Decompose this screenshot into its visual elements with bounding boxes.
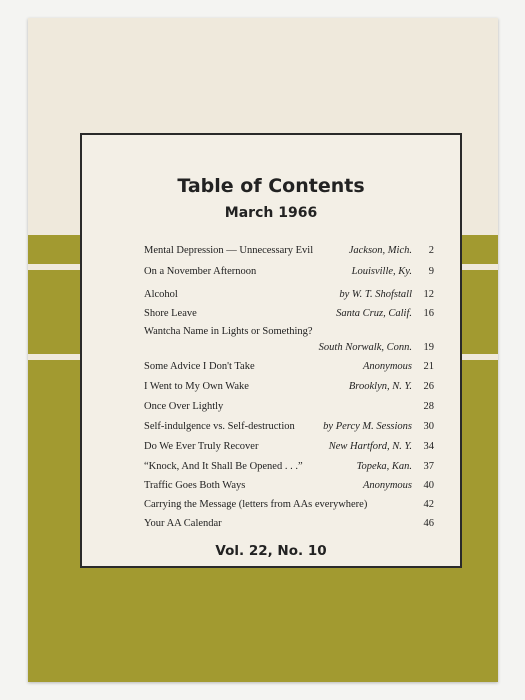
entry-title: Some Advice I Don't Take bbox=[144, 361, 255, 372]
entry-page: 21 bbox=[423, 361, 434, 372]
entry-author: South Norwalk, Conn. bbox=[318, 342, 412, 353]
contents-panel bbox=[84, 137, 458, 564]
entry-title: Self-indulgence vs. Self-destruction bbox=[144, 421, 295, 432]
entry-title: Alcohol bbox=[144, 289, 178, 300]
entry-page: 42 bbox=[423, 499, 434, 510]
toc-entry bbox=[144, 342, 434, 358]
toc-entry bbox=[144, 499, 434, 515]
entry-author: Anonymous bbox=[363, 361, 412, 372]
volume-number: Vol. 22, No. 10 bbox=[215, 543, 327, 559]
entry-author: New Hartford, N. Y. bbox=[328, 441, 412, 452]
entry-title: Carrying the Message (letters from AAs everywhere) bbox=[144, 499, 368, 510]
entry-page: 12 bbox=[423, 289, 434, 300]
toc-entry bbox=[144, 461, 434, 477]
entry-page: 2 bbox=[428, 245, 434, 256]
toc-entry bbox=[144, 361, 434, 377]
toc-entry bbox=[144, 441, 434, 457]
entry-title: Shore Leave bbox=[144, 308, 197, 319]
issue-date: March 1966 bbox=[224, 205, 318, 221]
entry-title: I Went to My Own Wake bbox=[144, 381, 249, 392]
entry-author: by W. T. Shofstall bbox=[339, 289, 412, 300]
entry-page: 40 bbox=[423, 480, 434, 491]
toc-entry bbox=[144, 326, 434, 342]
entry-page: 28 bbox=[423, 401, 434, 412]
entry-page: 26 bbox=[423, 381, 434, 392]
entry-title: Wantcha Name in Lights or Something? bbox=[144, 326, 313, 337]
page-title: Table of Contents bbox=[177, 175, 365, 197]
entry-page: 46 bbox=[423, 518, 434, 529]
toc-entry bbox=[144, 266, 434, 282]
entry-title: “Knock, And It Shall Be Opened . . .” bbox=[144, 461, 303, 472]
entry-title: Do We Ever Truly Recover bbox=[144, 441, 259, 452]
entry-author: Topeka, Kan. bbox=[356, 461, 412, 472]
entry-page: 34 bbox=[423, 441, 434, 452]
entry-page: 19 bbox=[423, 342, 434, 353]
entry-page: 30 bbox=[423, 421, 434, 432]
toc-entry bbox=[144, 308, 434, 324]
entry-title: On a November Afternoon bbox=[144, 266, 257, 277]
entry-page: 9 bbox=[428, 266, 434, 277]
entry-author: Jackson, Mich. bbox=[348, 245, 412, 256]
toc-entry bbox=[144, 518, 434, 534]
toc-entry bbox=[144, 289, 434, 305]
entry-page: 16 bbox=[423, 308, 434, 319]
entry-title: Your AA Calendar bbox=[144, 518, 222, 529]
entry-author: Louisville, Ky. bbox=[351, 266, 412, 277]
entry-page: 37 bbox=[423, 461, 434, 472]
toc-entry bbox=[144, 480, 434, 496]
entry-title: Mental Depression — Unnecessary Evil bbox=[144, 245, 314, 256]
magazine-back-cover bbox=[28, 18, 498, 682]
entry-author: Anonymous bbox=[363, 480, 412, 491]
toc-entry bbox=[144, 421, 434, 437]
entry-title: Once Over Lightly bbox=[144, 401, 224, 412]
toc-entry bbox=[144, 245, 434, 261]
entry-author: by Percy M. Sessions bbox=[323, 421, 412, 432]
entry-author: Brooklyn, N. Y. bbox=[348, 381, 412, 392]
entry-author: Santa Cruz, Calif. bbox=[336, 308, 412, 319]
toc-entry bbox=[144, 401, 434, 417]
toc-entry bbox=[144, 381, 434, 397]
entry-title: Traffic Goes Both Ways bbox=[144, 480, 246, 491]
